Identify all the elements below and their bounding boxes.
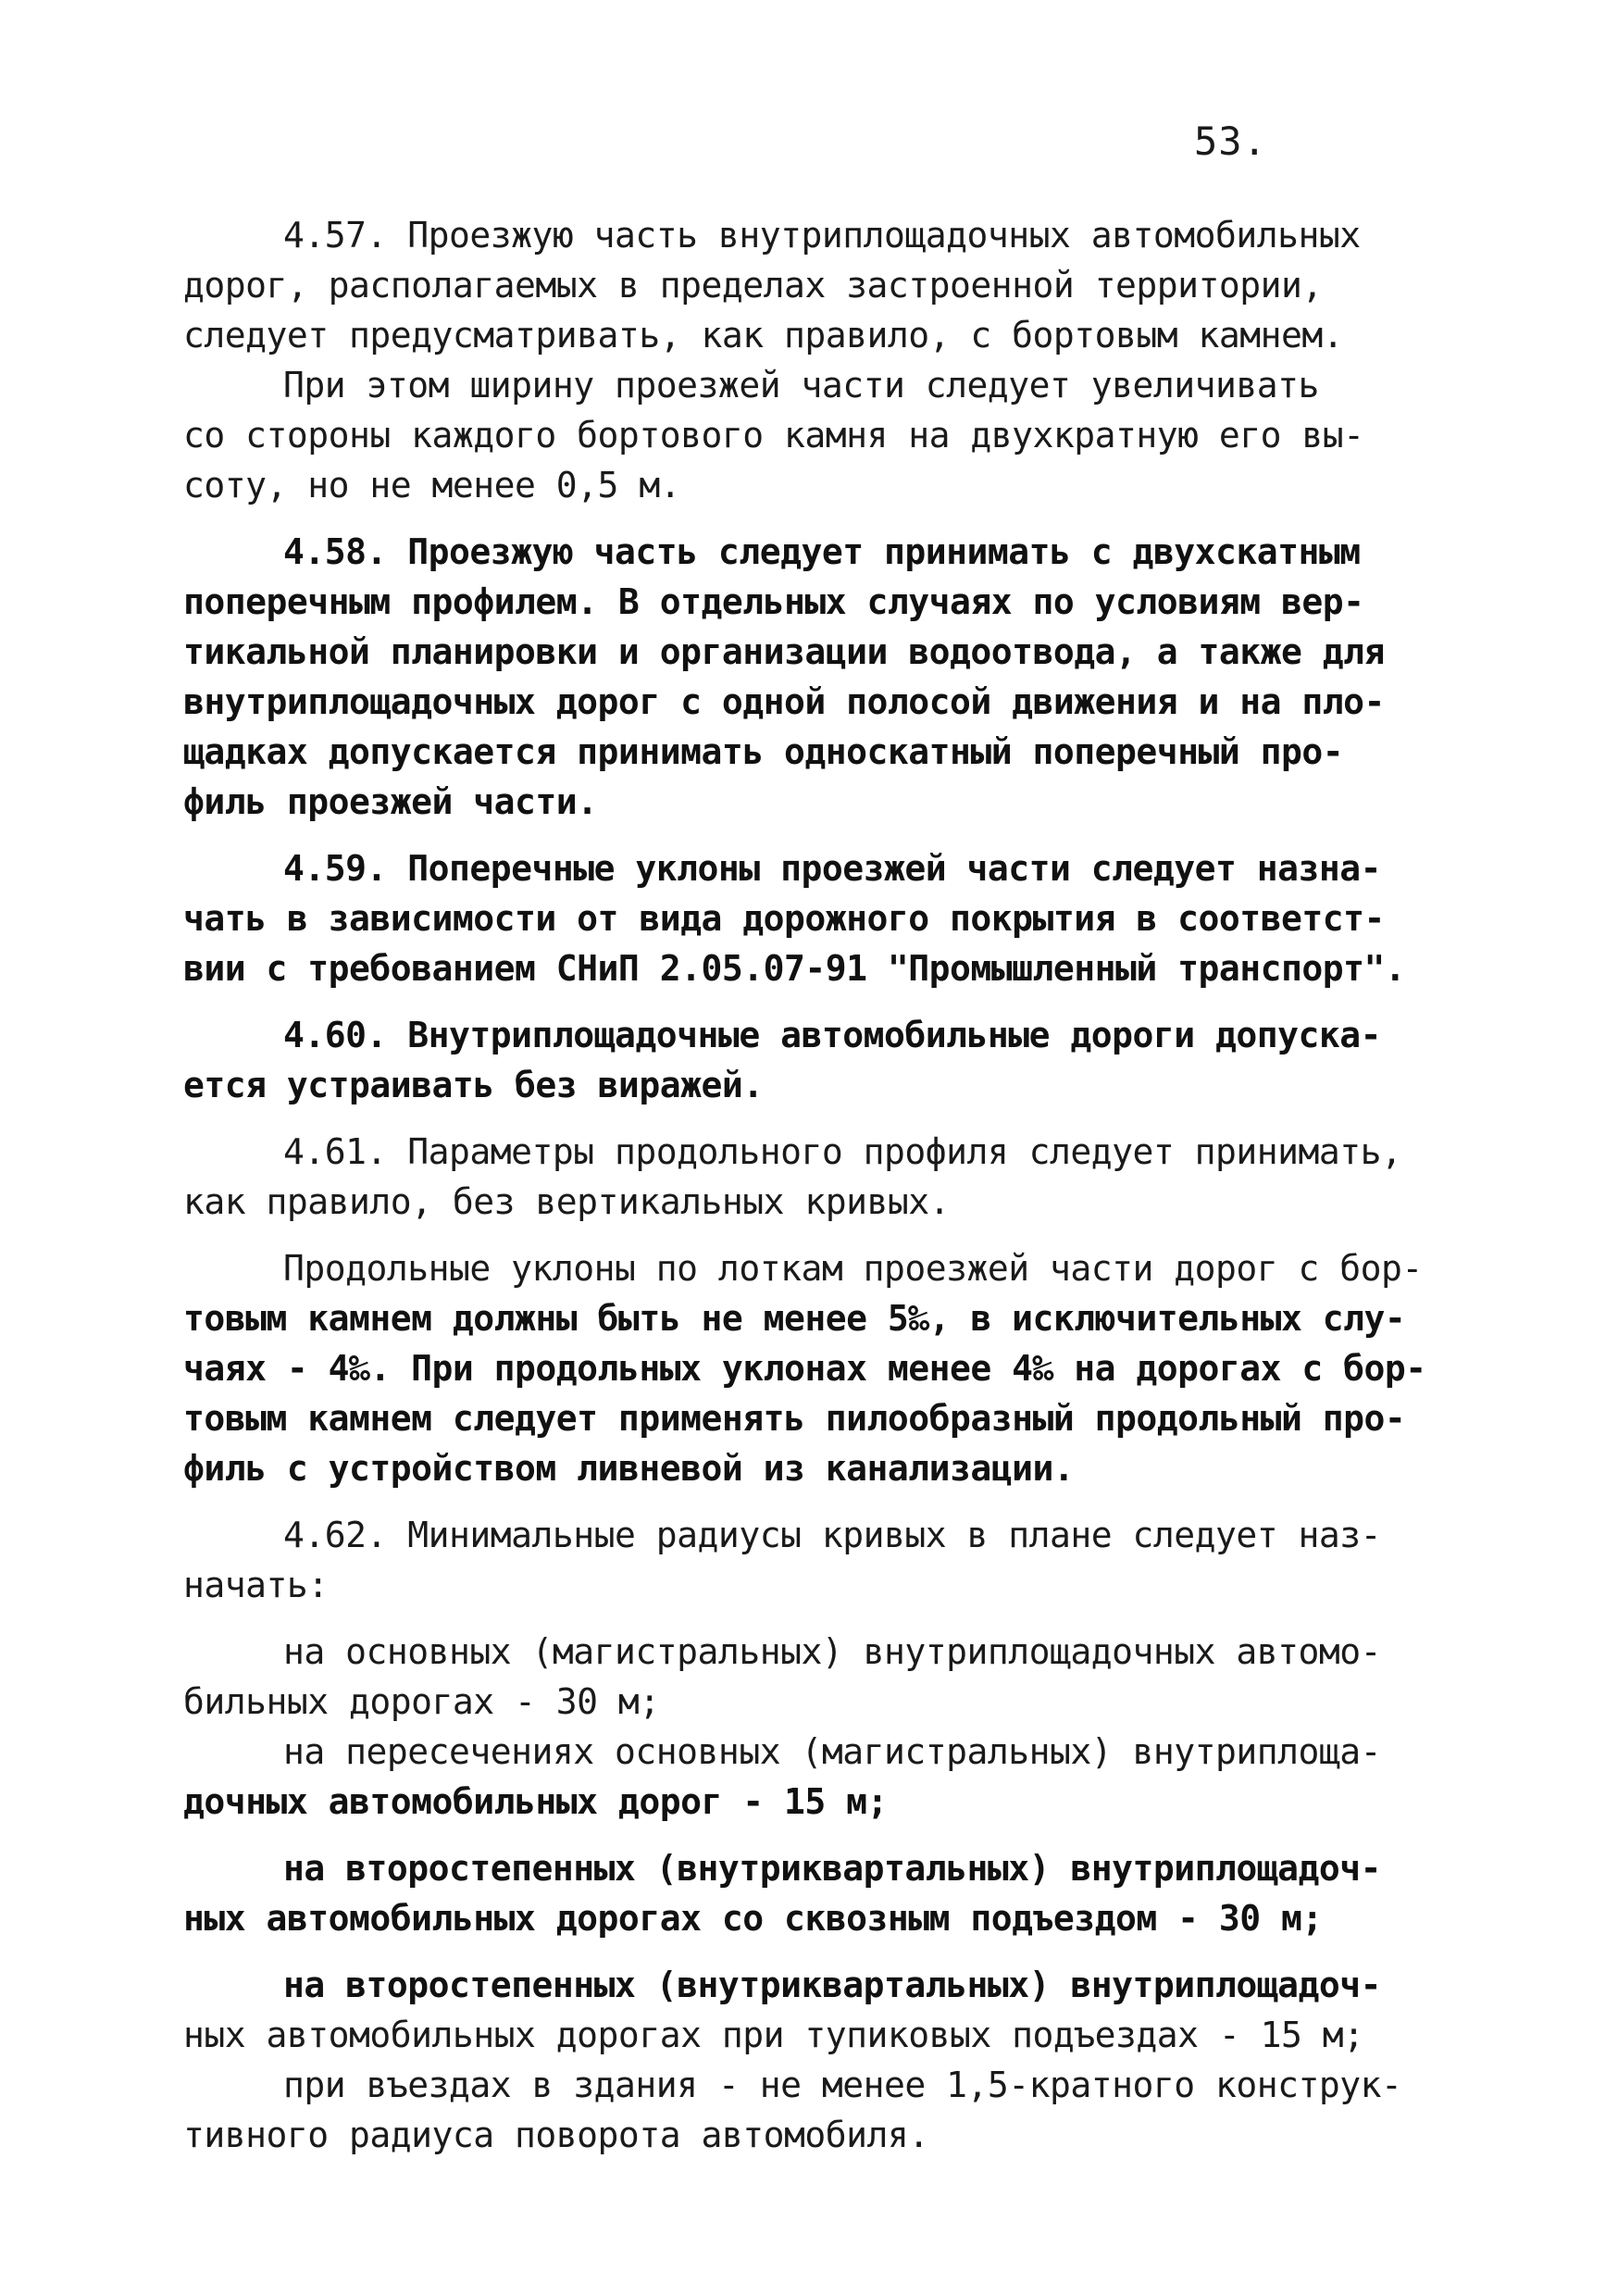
text-line: дочных автомобильных дорог - 15 м; — [183, 1781, 888, 1822]
page-number: 53. — [1194, 119, 1267, 164]
text-line: вии с требованием СНиП 2.05.07-91 "Промышленный транспорт". — [183, 948, 1406, 989]
text-line: как правило, без вертикальных кривых. — [183, 1181, 950, 1222]
text-line: Продольные уклоны по лоткам проезжей части дорог с бор- — [283, 1248, 1423, 1289]
text-line: поперечным профилем. В отдельных случаях по условиям вер- — [183, 581, 1364, 622]
text-line: товым камнем следует применять пилообразный продольный про- — [183, 1398, 1406, 1439]
text-line: при въездах в здания - не менее 1,5-кратного конструк- — [283, 2065, 1402, 2105]
text-line: чать в зависимости от вида дорожного покрытия в соответст- — [183, 898, 1385, 939]
text-line: начать: — [183, 1565, 329, 1605]
text-line: ется устраивать без виражей. — [183, 1065, 764, 1105]
text-line: филь с устройством ливневой из канализации. — [183, 1448, 1075, 1489]
text-line: внутриплощадочных дорог с одной полосой движения и на пло- — [183, 681, 1385, 722]
text-line: товым камнем должны быть не менее 5‰, в исключительных слу- — [183, 1298, 1406, 1339]
text-line: следует предусматривать, как правило, с бортовым камнем. — [183, 315, 1344, 356]
text-line: щадках допускается принимать односкатный поперечный про- — [183, 731, 1344, 772]
text-line: со стороны каждого бортового камня на двухкратную его вы- — [183, 415, 1364, 455]
text-line: тивного радиуса поворота автомобиля. — [183, 2115, 929, 2155]
text-line: бильных дорогах - 30 м; — [183, 1681, 660, 1722]
text-line: 4.59. Поперечные уклоны проезжей части следует назна- — [283, 848, 1382, 889]
text-line: ных автомобильных дорогах при тупиковых подъездах - 15 м; — [183, 2015, 1364, 2055]
text-line: 4.57. Проезжую часть внутриплощадочных автомобильных — [283, 215, 1361, 256]
text-line: 4.60. Внутриплощадочные автомобильные дороги допуска- — [283, 1015, 1382, 1055]
text-line: на второстепенных (внутриквартальных) внутриплощадоч- — [283, 1965, 1382, 2005]
text-line: тикальной планировки и организации водоотвода, а также для — [183, 631, 1385, 672]
text-line: на основных (магистральных) внутриплощадочных автомо- — [283, 1631, 1382, 1672]
text-line: 4.58. Проезжую часть следует принимать с двухскатным — [283, 531, 1361, 572]
text-line: на пересечениях основных (магистральных) внутриплоща- — [283, 1731, 1382, 1772]
text-line: филь проезжей части. — [183, 781, 598, 822]
text-line: 4.61. Параметры продольного профиля следует принимать, — [283, 1131, 1402, 1172]
text-line: ных автомобильных дорогах со сквозным подъездом - 30 м; — [183, 1898, 1323, 1939]
text-line: 4.62. Минимальные радиусы кривых в плане следует наз- — [283, 1515, 1382, 1555]
text-line: дорог, располагаемых в пределах застроенной территории, — [183, 265, 1323, 306]
text-line: чаях - 4‰. При продольных уклонах менее 4‰ на дорогах с бор- — [183, 1348, 1426, 1389]
text-line: При этом ширину проезжей части следует увеличивать — [283, 365, 1319, 406]
text-line: на второстепенных (внутриквартальных) внутриплощадоч- — [283, 1848, 1382, 1889]
text-line: соту, но не менее 0,5 м. — [183, 465, 681, 505]
